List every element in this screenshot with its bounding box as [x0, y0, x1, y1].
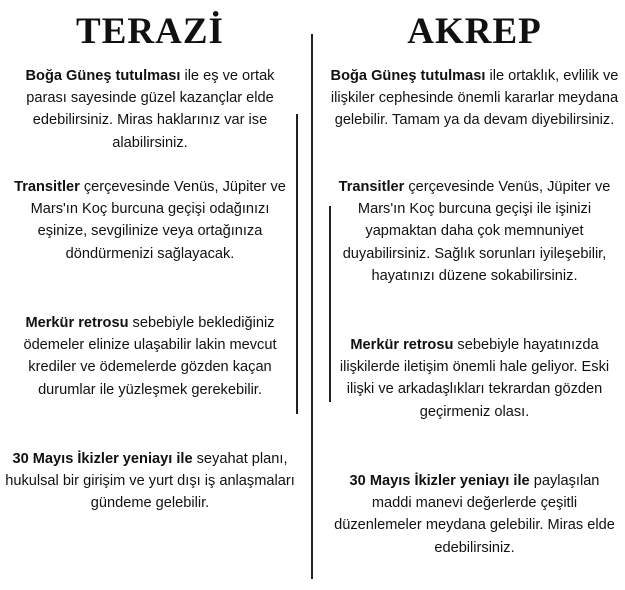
- paragraph-body: çerçevesinde Venüs, Jüpiter ve Mars'ın Koç burcuna geçişi ile işinizi yapmaktan daha çok memnuniyet duyabilirsiniz. Sağlık sorunları iyileşebilir, hayatınızı düzene sokabilirsiniz.: [342, 179, 611, 284]
- paragraph-body: ile eş ve ortak parası sayesinde güzel kazançlar elde edebilirsiniz. Miras haklarınız var ise alabilirsiniz.: [26, 68, 275, 151]
- scorpio-title: AKREP: [407, 11, 542, 52]
- paragraph-lead: 30 Mayıs İkizler yeniayı ile: [12, 451, 193, 467]
- paragraph-body: sebebiyle beklediğiniz ödemeler elinize ulaşabilir lakin mevcut krediler ve ödemelerde gözden kaçan durumlar ile yüzleşmek gerekebilir.: [23, 315, 277, 398]
- libra-eclipse-paragraph: [4, 65, 296, 154]
- libra-new-moon-paragraph: [4, 448, 296, 515]
- paragraph-body: ile ortaklık, evlilik ve ilişkiler cephesinde önemli kararlar meydana gelebilir. Tamam ya da devam diyebilirsiniz.: [330, 68, 619, 129]
- paragraph-lead: Transitler: [338, 179, 405, 195]
- center-divider: [311, 34, 313, 579]
- paragraph-lead: 30 Mayıs İkizler yeniayı ile: [349, 473, 530, 489]
- paragraph-body: sebebiyle hayatınızda ilişkilerde iletişim önemli hale geliyor. Eski ilişki ve arkadaşlıkları tekrardan gözden geçirmeniz olası.: [339, 337, 610, 420]
- paragraph-lead: Merkür retrosu: [25, 315, 129, 331]
- paragraph-lead: Merkür retrosu: [350, 337, 454, 353]
- paragraph-body: paylaşılan maddi manevi değerlerde çeşitli düzenlemeler meydana gelebilir. Miras elde edebilirsiniz.: [334, 473, 615, 556]
- libra-title: TERAZİ: [76, 11, 224, 52]
- scorpio-mercury-retro-paragraph: [328, 334, 621, 423]
- left-accent-line: [296, 114, 298, 414]
- paragraph-lead: Boğa Güneş tutulması: [25, 68, 181, 84]
- paragraph-body: seyahat planı, hukulsal bir girişim ve yurt dışı iş anlaşmaları gündeme gelebilir.: [5, 451, 295, 512]
- scorpio-transits-paragraph: [328, 176, 621, 287]
- libra-mercury-retro-paragraph: [4, 312, 296, 401]
- scorpio-new-moon-paragraph: [328, 470, 621, 559]
- libra-transits-paragraph: [4, 176, 296, 265]
- paragraph-body: çerçevesinde Venüs, Jüpiter ve Mars'ın Koç burcuna geçişi odağınızı eşinize, sevgilinize veya ortağınıza döndürmenizi sağlayacak.: [30, 179, 286, 262]
- scorpio-eclipse-paragraph: [328, 65, 621, 132]
- paragraph-lead: Transitler: [14, 179, 80, 195]
- paragraph-lead: Boğa Güneş tutulması: [330, 68, 486, 84]
